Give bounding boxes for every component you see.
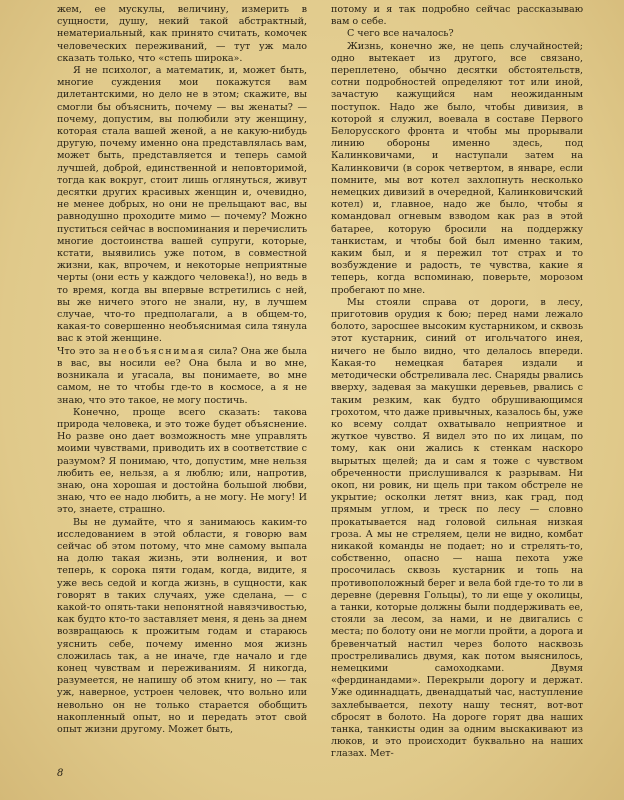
paragraph: С чего все началось? [347,28,454,40]
paragraph: потому и я так подробно сейчас рассказываю вам о себе. [331,4,583,28]
paragraph: Я не психолог, а математик, и, может быть, многие суждения мои покажутся вам дилетантскими, но дело не в этом; скажите, вы смогли бы объяснить, почему — вы женаты? — почему, допустим, вы полюбили эту женщину, которая стала вашей женой, а не какую-нибудь другую, почему именно она представлялась вам, может быть, представляется и теперь самой лучшей, доброй, единственной и неповторимой, тогда как вокруг, стоит лишь оглянуться, живут десятки других красивых женщин и, очевидно, не менее добрых, но они не прельщают вас, вы равнодушно проходите мимо — почему? Можно пуститься сейчас в воспоминания и перечислить многие достоинства вашей супруги, которые, кстати, выявились уже потом, в совместной жизни, как, впрочем, и некоторые неприятные черты (они есть у каждого человека!), но ведь в то время, когда вы впервые встретились с ней, вы же ничего этого не знали, ну, в лучшем случае, что-то предполагали, а в общем-то, какая-то совершенно необъяснимая сила тянула вас к этой женщине. [57,65,307,345]
paragraph: Вы не думайте, что я занимаюсь каким-то исследованием в этой области, я говорю вам сейчас об этом потому, что мне самому выпала на долю такая жизнь, эти волнения, и вот теперь, к сорока пяти годам, когда, видите, я уже весь седой и когда жизнь, в сущности, как говорят в таких случаях, уже сделана, — с какой-то опять-таки непонятной навязчивостью, как будто кто-то заставляет меня, я день за днем возвращаюсь к прожитым годам и стараюсь уяснить себе, почему именно моя жизнь сложилась так, а не иначе, где начало и где конец чувствам и переживаниям. Я никогда, разумеется, не напишу об этом книгу, но — так уж, наверное, устроен человек, что вольно или невольно он не только старается обобщить накопленный опыт, но и передать этот свой опыт жизни другому. Может быть, [57,516,307,735]
emphasized-text: необъяснимая [112,345,206,357]
paragraph: Мы стояли справа от дороги, в лесу, приготовив орудия к бою; перед нами лежало болото, заросшее высоким кустарником, и сквозь этот кустарник, синий от игольчатого инея, ничего не было видно, что делалось впереди. Какая-то немецкая батарея издали и методически обстреливала лес. Снаряды рвались вверху, задевая за макушки деревьев, рвались с таким резким, как будто обрушивающимся грохотом, что даже привычных, казалось бы, уже ко всему солдат охватывало неприятное и жуткое чувство. Я видел это по их лицам, по тому, как они жались к стенкам наскоро вырытых щелей; да и сам я тоже с чувством обреченности прислушивался к разрывам. Ни окоп, ни ровик, ни щель при таком обстреле не укрытие; осколки летят вниз, как град, под прямым углом, и треск по лесу — словно прокатывается над головой сильная низкая гроза. А мы не стреляем, цели не видно, комбат никакой команды не подает; но и стрелять-то, собственно, опасно — наша пехота уже просочилась сквозь кустарник и топь на противоположный берег и вела бой где-то то ли в деревне (деревня Гольцы), то ли еще у околицы, а танки, которые должны были поддерживать ее, стояли за лесом, за нами, и не двигались с места; по болоту они не могли пройти, а дорога и бревенчатый настил через болото насквозь простреливались двумя, как потом выяснилось, немецкими самоходками. Двумя «фердинандами». Перекрыли дорогу и держат. Уже одиннадцать, двенадцатый час, наступление захлебывается, пехоту нашу теснят, вот-вот сбросят в болото. На дороге горят два наших танка, танкисты один за одним выскакивают из люков, и это происходит буквально на наших глазах. Мет- [331,296,583,760]
text-run: Что это за [57,345,110,357]
paragraph [57,346,307,407]
text-run: сила? Она же была в вас, вы носили ее? Она была и во мне, возникала и угасала, вы понимаете, во мне самом, не то чтобы где-то в космосе, а я не знаю, что это такое, не могу постичь. [57,345,307,406]
page-number: 8 [57,768,64,779]
left-column [57,4,307,736]
right-column [331,4,583,761]
paragraph: Конечно, проще всего сказать: такова природа человека, и это тоже будет объяснение. Но разве оно дает возможность мне управлять моими чувствами, приводить их в соответствие с разумом? Я понимаю, что, допустим, мне нельзя любить ее, нельзя, а я люблю; или, напротив, знаю, она хорошая и достойна большой любви, знаю, что ее надо любить, а не могу. Не могу! И это, знаете, страшно. [57,406,307,516]
paragraph: жем, ее мускулы, величину, измерить в сущности, душу, некий такой абстрактный, нематериальный, как принято считать, комочек человеческих переживаний, — тут уж мало сказать только, что «степь широка». [57,4,307,64]
paragraph: Жизнь, конечно же, не цепь случайностей; одно вытекает из другого, все связано, переплетено, обычно десятки обстоятельств, сотни подробностей определяют тот или иной, зачастую кажущийся нам неожиданным поступок. Надо же было, чтобы дивизия, в которой я служил, воевала в составе Первого Белорусского фронта и чтобы мы прорывали линию обороны именно здесь, под Калинковичами, и наступали затем на Калинковичи (в сорок четвертом, в январе, если помните, мы вот котел захлопнуть несколько немецких дивизий в очередной, Калинковичский котел) и, главное, надо же было, чтобы я командовал огневым взводом как раз в этой батарее, которую бросили на поддержку танкистам, и чтобы бой был именно таким, каким был, и я пережил тот страх и то возбуждение и радость, те чувства, какие я теперь, когда вспоминаю, поверьте, морозом пробегают по мне. [331,40,583,296]
